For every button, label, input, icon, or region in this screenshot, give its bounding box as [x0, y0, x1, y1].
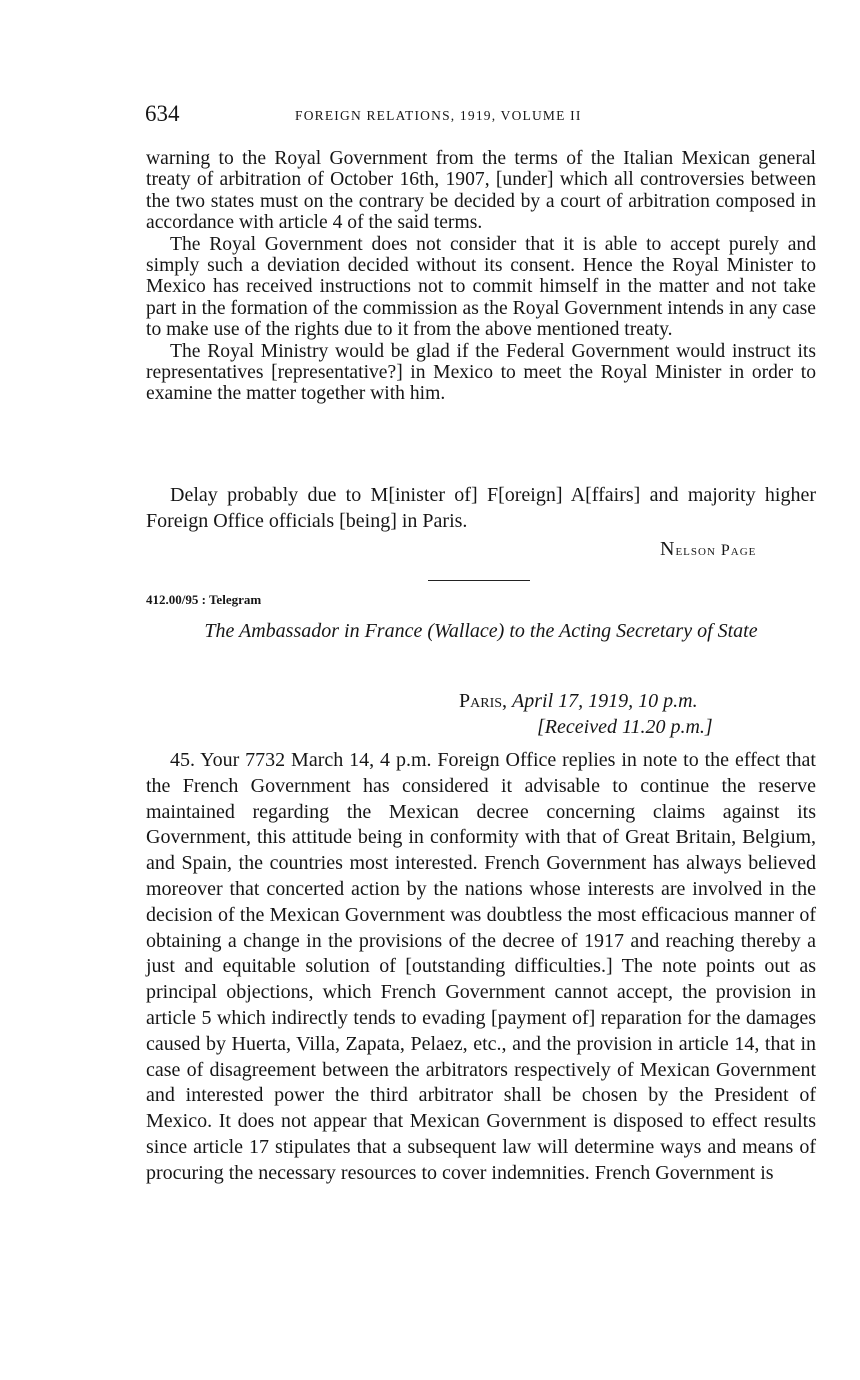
- continued-telegram-text: [146, 148, 816, 405]
- running-title: FOREIGN RELATIONS, 1919, VOLUME II: [295, 108, 582, 123]
- closing-paragraph-block: [146, 483, 816, 535]
- file-reference: 412.00/95 : Telegram: [146, 592, 262, 607]
- dateline: [459, 688, 819, 740]
- received-note: [Received 11.20 p.m.]: [537, 716, 713, 738]
- paragraph: The Royal Ministry would be glad if the Federal Government would instruct its representatives [representative?] in Mexico to meet the Royal Minister in order to examine the matter together with him.: [146, 340, 816, 405]
- dateline-place: Paris,: [459, 690, 508, 712]
- body-paragraph: 45. Your 7732 March 14, 4 p.m. Foreign Office replies in note to the effect that the French Government has considered it advisable to continue the reserve maintained regarding the Mexican decree concerning claims against its Government, this attitude being in conformity with that of Great Britain, Belgium, and Spain, the countries most interested. French Government has always believed moreover that concerted action by the nations whose interests are involved in the decision of the Mexican Government was doubtless the most efficacious manner of obtaining a change in the provisions of the decree of 1917 and reaching thereby a just and equitable solution of [outstanding difficulties.] The note points out as principal objections, which French Government cannot accept, the provision in article 5 which indirectly tends to evading [payment of] reparation for the damages caused by Huerta, Villa, Zapata, Pelaez, etc., and the provision in article 14, that in case of disagreement between the arbitrators respectively of Mexican Government and interested power the third arbitrator shall be chosen by the President of Mexico. It does not appear that Mexican Government is disposed to effect results since article 17 stipulates that a subsequent law will determine ways and means of procuring the necessary resources to cover indemnities. French Government is: [146, 749, 816, 1184]
- running-head: [145, 101, 815, 131]
- document-heading: The Ambassador in France (Wallace) to the Acting Secretary of State: [204, 620, 758, 642]
- page-number: 634: [145, 101, 180, 126]
- paragraph: warning to the Royal Government from the terms of the Italian Mexican general treaty of arbitration of October 16th, 1907, [under] which all controversies between the two states must on the contrary be decided by a court of arbitration composed in accordance with article 4 of the said terms.: [146, 148, 816, 234]
- signature: Nelson Page: [660, 538, 757, 560]
- telegram-body: [146, 748, 816, 1187]
- closing-paragraph: Delay probably due to M[inister of] F[oreign] A[ffairs] and majority higher Foreign Office officials [being] in Paris.: [146, 484, 816, 532]
- section-divider: [428, 580, 530, 581]
- paragraph: The Royal Government does not consider that it is able to accept purely and simply such a deviation decided without its consent. Hence the Royal Minister to Mexico has received instructions not to commit himself in the matter and not take part in the formation of the commission as the Royal Government intends in any case to make use of the rights due to it from the above mentioned treaty.: [146, 233, 816, 341]
- dateline-date: April 17, 1919, 10 p.m.: [512, 690, 698, 712]
